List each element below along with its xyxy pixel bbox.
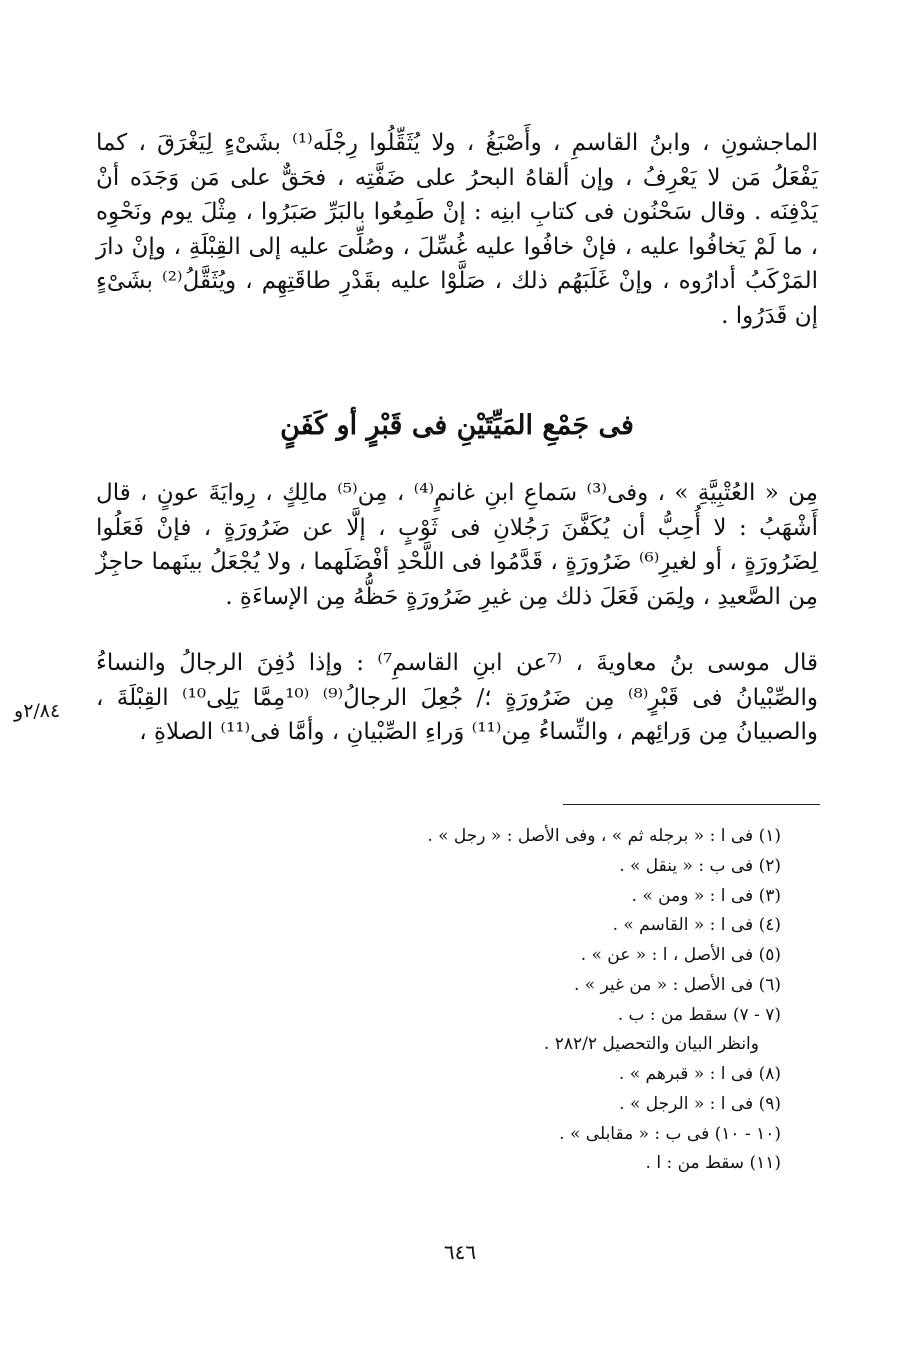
footnote-10: (١٠ - ١٠) فى ب : « مقابلى » . <box>559 1123 781 1144</box>
footnote-9: (٩) فى ا : « الرجل » . <box>619 1093 781 1114</box>
section-heading: فى جَمْعِ المَيِّتَيْنِ فى قَبْرٍ أو كَفَنٍ <box>280 410 634 441</box>
footnote-7: (٧ - ٧) سقط من : ب . <box>617 1004 781 1025</box>
footnote-4: (٤) فى ا : « القاسم » . <box>612 915 781 936</box>
footnote-3: (٣) فى ا : « ومن » . <box>631 885 781 906</box>
paragraph-3: قال موسى بنُ معاويةَ ، ⁽⁷عن ابنِ القاسمِ⁷⁾ : وإذا دُفِنَ الرجالُ والنساءُ والصِّبْيانُ فى قَبْرٍ⁽⁸⁾ مِن ضَرُورَةٍ ؛/ جُعِلَ الرجالُ⁽⁹⁾ ⁽¹⁰مِمَّا يَلِى¹⁰⁾ القِبْلَةَ ، والصبيانُ مِن وَرائِهم ، والنِّساءُ مِن⁽¹¹⁾ وَراءِ الصِّبْيانِ ، وأمَّا فى⁽¹¹⁾ الصلاةِ ، <box>96 650 819 745</box>
footnote-11: (١١) سقط من : ا . <box>645 1153 781 1174</box>
footnote-6: (٦) فى الأصل : « من غير » . <box>573 974 781 995</box>
footnote-5: (٥) فى الأصل ، ا : « عن » . <box>580 945 781 965</box>
footnote-separator <box>563 804 820 805</box>
paragraph-2: مِن « العُتْبِيَّةِ » ، وفى⁽³⁾ سَماعِ ابنِ غانمٍ⁽⁴⁾ ، مِن⁽⁵⁾ مالِكٍ ، رِوايَةَ عونٍ ، قال أَشْهَبُ : لا أُحِبُّ أن يُكَفَّنَ رَجُلانِ فى ثَوْبٍ ، إلَّا عن ضَرُورَةٍ ، فإنْ فَعَلُوا لِضَرُورَةٍ ، أو لغيرِ⁽⁶⁾ ضَرُورَةٍ ، قَدَّمُوا فى اللَّحْدِ أفْضَلَهما ، ولا يُجْعَلُ بينَهما حاجِزٌ مِن الصَّعيدِ ، ولِمَن فَعَلَ ذلك مِن غيرِ ضَرُورَةٍ حَظُّهُ مِن الإساءَةِ . <box>96 480 818 610</box>
footnote-7-reference: وانظر البيان والتحصيل ٢٨٢/٢ . <box>543 1034 759 1055</box>
page-number: ٦٤٦ <box>443 1240 477 1264</box>
footnote-1: (١) فى ا : « برجله ثم » ، وفى الأصل : « رجل » . <box>427 826 781 846</box>
footnotes <box>300 822 781 1179</box>
paragraph-1: الماجشونِ ، وابنُ القاسمِ ، وأَصْبَغُ ، ولا يُثَقِّلُوا رِجْلَه⁽¹⁾ بشَىْءٍ لِيَغْرَقَ ، كما يَفْعَلُ مَن لا يَعْرِفُ ، وإن ألقاهُ البحرُ على ضَفَّتِه ، فحَقٌّ على مَن وَجَدَه أنْ يَدْفِنَه . وقال سَحْنُون فى كتابِ ابنِه : إنْ طَمِعُوا بالبَرِّ صَبَرُوا ، مِثْلَ يوم ونَحْوِه ، ما لَمْ يَخافُوا عليه ، فإنْ خافُوا عليه غُسِّلَ ، وصُلِّىَ عليه إلى القِبْلَةِ ، وإنْ دارَ المَرْكَبُ أدارُوه ، وإنْ غَلَبَهُم ذلك ، صَلَّوْا عليه بقَدْرِ طاقَتِهِم ، ويُثَقَّلُ⁽²⁾ بشَىْءٍ إن قَدَرُوا . <box>96 130 818 329</box>
footnote-2: (٢) فى ب : « ينقل » . <box>619 855 781 876</box>
margin-folio-note: ٢/٨٤و <box>14 700 61 722</box>
footnote-8: (٨) فى ا : « قبرهم » . <box>618 1064 781 1084</box>
